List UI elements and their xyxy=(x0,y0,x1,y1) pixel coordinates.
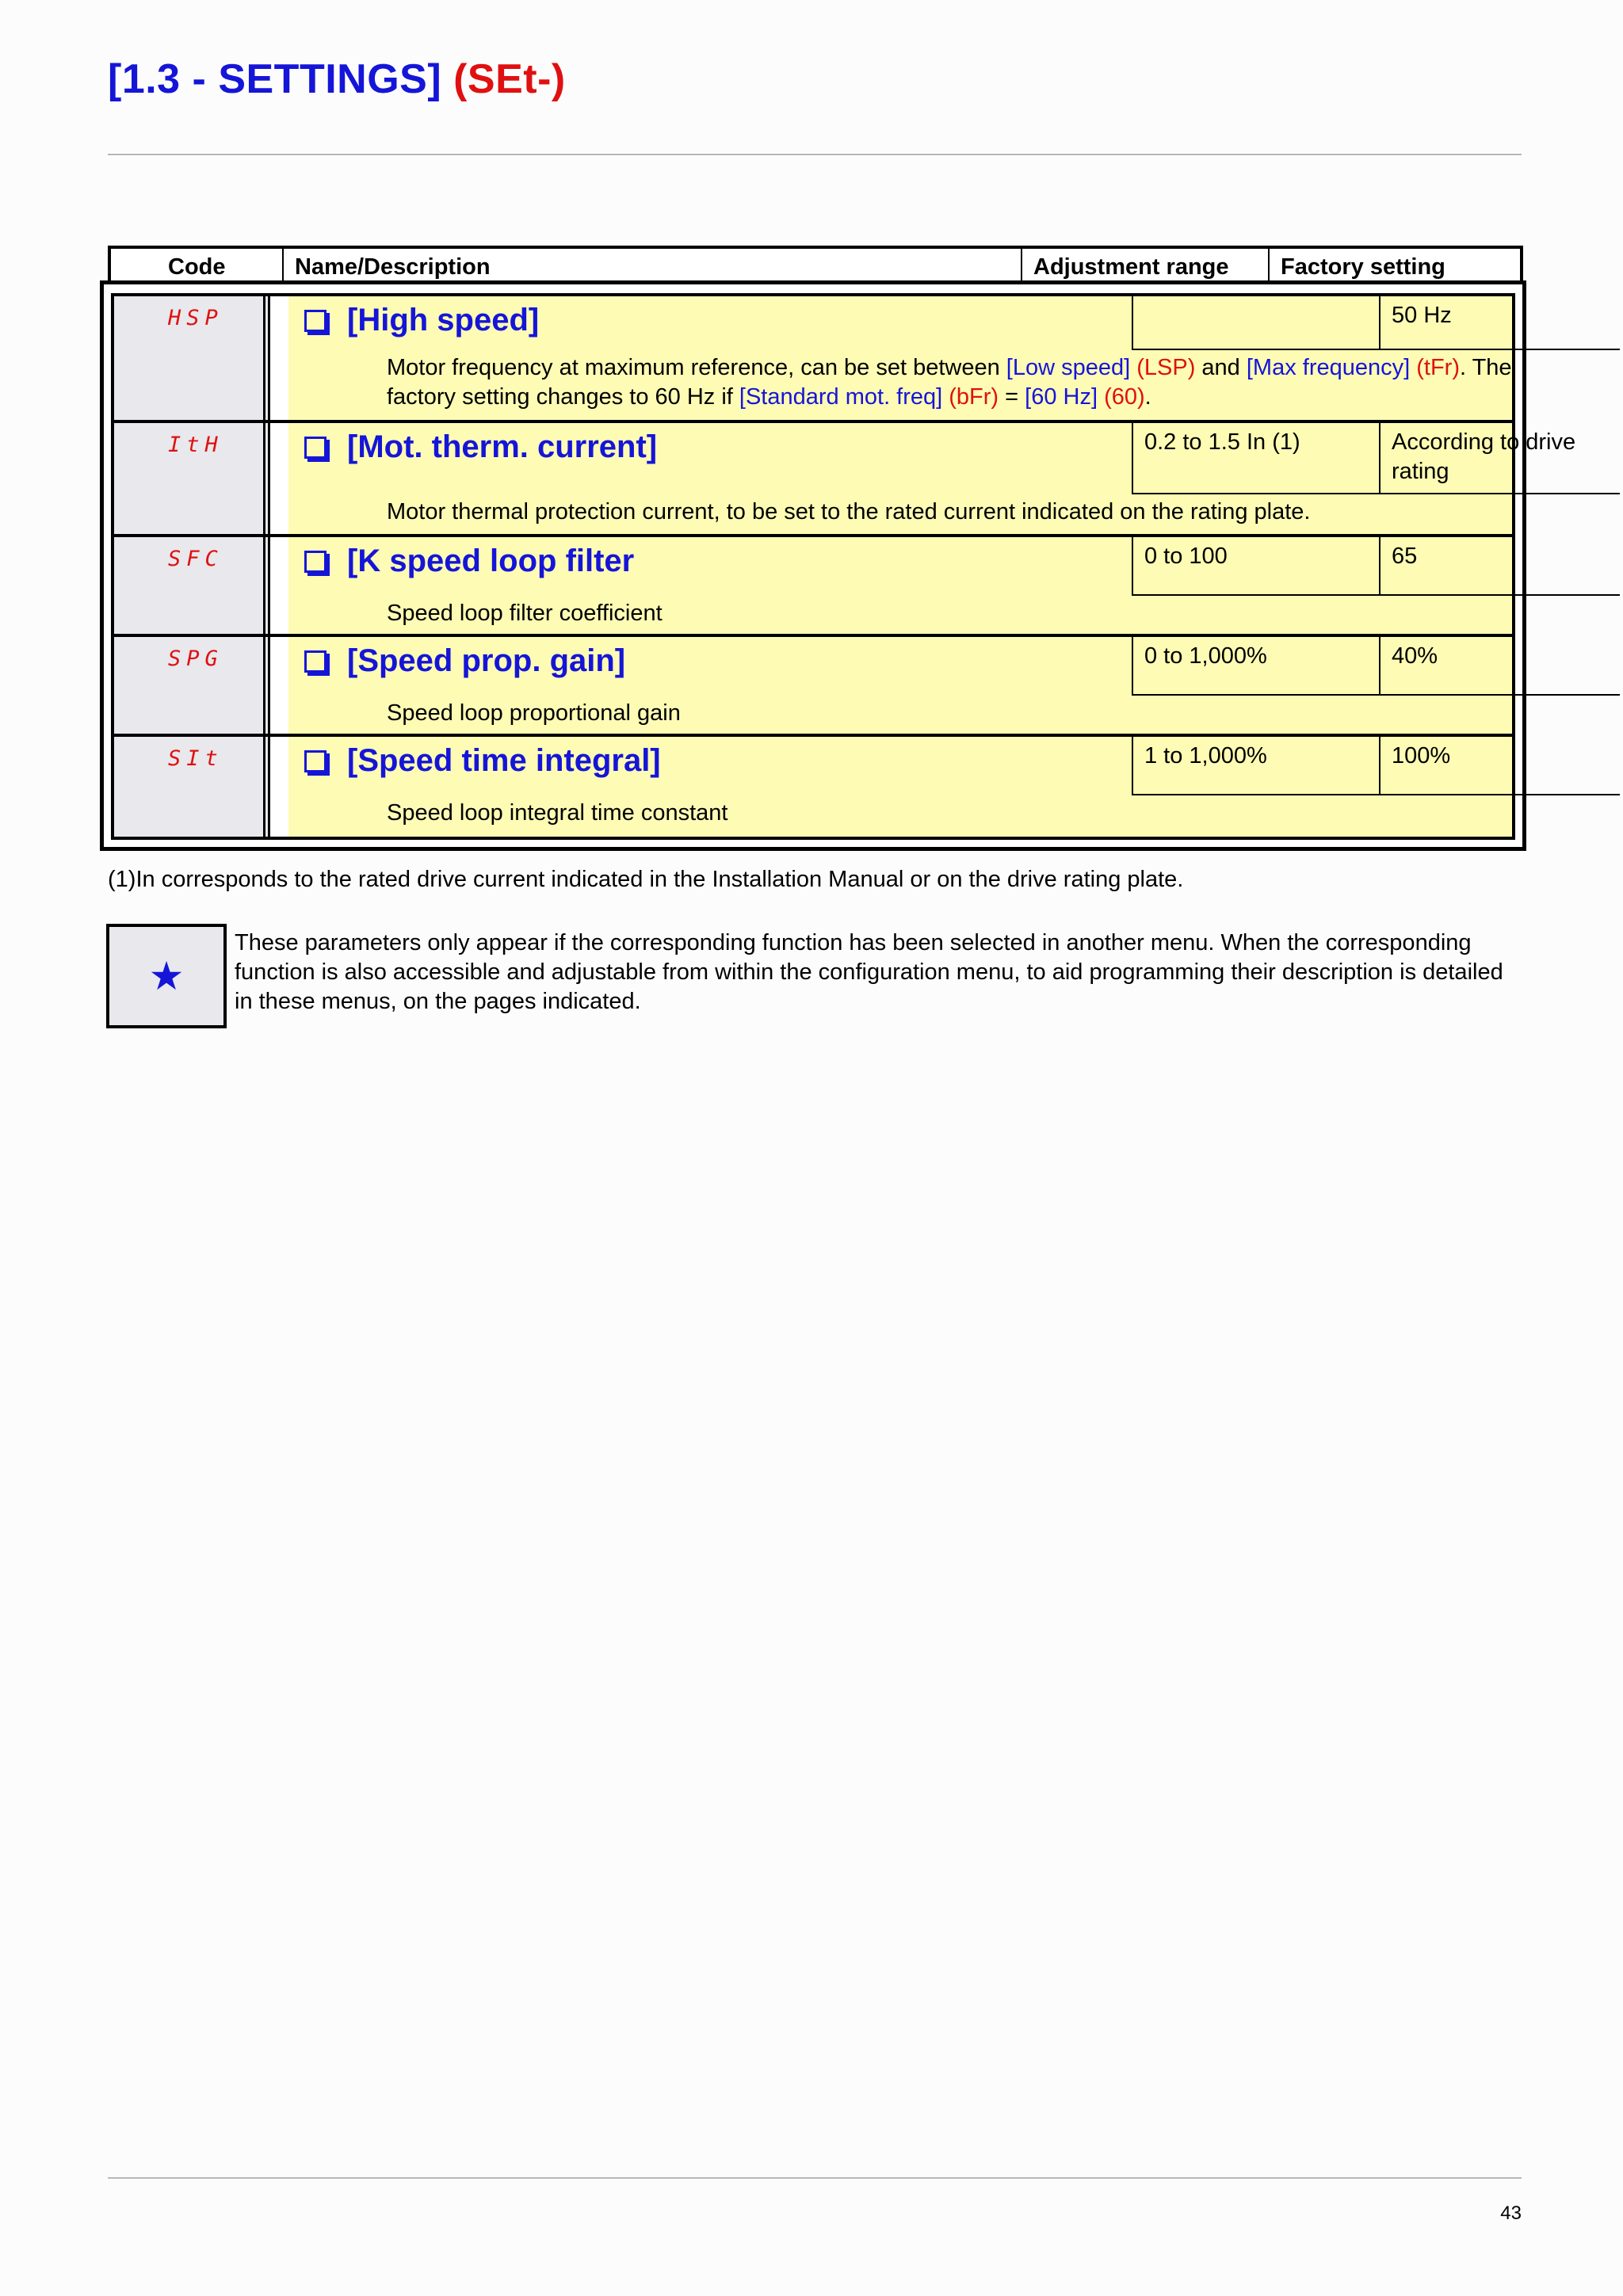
code-cell xyxy=(114,423,270,536)
parameter-description xyxy=(387,353,1512,412)
factory-setting: According to drive rating xyxy=(1379,423,1620,494)
description-segment: [60 Hz] xyxy=(1025,384,1098,410)
description-segment: (60) xyxy=(1098,384,1145,410)
parameter-description xyxy=(387,599,1512,628)
parameter-description xyxy=(387,498,1512,527)
description-cell xyxy=(288,537,1512,635)
table-row xyxy=(114,423,1576,536)
description-segment: [Low speed] xyxy=(1006,355,1131,380)
parameter-name: [High speed] xyxy=(304,303,539,338)
checkbox-icon xyxy=(304,310,327,332)
description-cell xyxy=(288,423,1576,536)
checkbox-icon xyxy=(304,750,327,772)
description-segment: [Max frequency] xyxy=(1246,355,1411,380)
table-row xyxy=(114,737,1512,837)
adjustment-range xyxy=(1132,296,1381,350)
description-segment: (tFr) xyxy=(1410,355,1460,380)
parameter-description xyxy=(387,699,1512,728)
parameter-code: SIt xyxy=(168,746,223,771)
description-segment: . The factory setting changes to 60 Hz if xyxy=(387,355,1512,410)
top-divider xyxy=(108,154,1522,155)
parameter-name: [Speed prop. gain] xyxy=(304,643,625,679)
code-cell xyxy=(114,637,270,735)
description-segment: Motor thermal protection current, to be set to the rated current indicated on the rating plate. xyxy=(387,499,1311,524)
factory-setting: 100% xyxy=(1379,737,1620,795)
checkbox-icon xyxy=(304,437,327,459)
parameter-name: [Mot. therm. current] xyxy=(304,429,657,465)
parameter-name: [K speed loop filter xyxy=(304,543,634,579)
factory-setting: 40% xyxy=(1379,637,1620,696)
adjustment-range: 0.2 to 1.5 In (1) xyxy=(1132,423,1381,494)
star-icon: ★ xyxy=(148,954,185,998)
table-row xyxy=(114,296,1512,421)
description-segment: Speed loop proportional gain xyxy=(387,700,681,726)
code-cell xyxy=(114,737,270,837)
description-segment: (bFr) xyxy=(942,384,999,410)
parameter-name: [Speed time integral] xyxy=(304,743,661,779)
page-title xyxy=(108,55,566,103)
footnote-marker: (1) xyxy=(108,867,136,892)
description-segment: Motor frequency at maximum reference, can be set between xyxy=(387,355,1006,380)
parameter-code: HSP xyxy=(168,306,223,330)
page-title-code: (SEt-) xyxy=(453,56,566,102)
checkbox-icon xyxy=(304,650,327,673)
footnote xyxy=(108,867,1183,893)
adjustment-range: 0 to 1,000% xyxy=(1132,637,1381,696)
table-row xyxy=(114,537,1512,635)
description-segment: Speed loop integral time constant xyxy=(387,800,728,826)
checkbox-icon xyxy=(304,551,327,573)
page-number: 43 xyxy=(1500,2203,1522,2224)
description-segment: and xyxy=(1195,355,1247,380)
note-text: These parameters only appear if the corresponding function has been selected in another menu. When the corresponding function is also accessible and adjustable from within the configuration menu, to aid programming their description is detailed in these menus, on the pages indicated. xyxy=(235,930,1503,1014)
description-segment: (LSP) xyxy=(1130,355,1196,380)
adjustment-range: 0 to 100 xyxy=(1132,537,1381,596)
description-cell xyxy=(288,737,1512,837)
header-code: Code xyxy=(168,254,226,280)
description-segment: [Standard mot. freq] xyxy=(739,384,943,410)
parameter-code: SPG xyxy=(168,646,223,671)
header-range: Adjustment range xyxy=(1033,254,1229,280)
table-header xyxy=(108,246,1523,284)
parameter-description xyxy=(387,799,1512,828)
description-cell xyxy=(288,637,1512,735)
code-cell xyxy=(114,537,270,635)
header-factory: Factory setting xyxy=(1281,254,1445,280)
page-title-main: [1.3 - SETTINGS] xyxy=(108,56,442,102)
footnote-text: In corresponds to the rated drive current indicated in the Installation Manual or on the drive rating plate. xyxy=(136,867,1184,892)
description-segment: Speed loop filter coefficient xyxy=(387,601,663,626)
parameter-code: SFC xyxy=(168,547,223,571)
bottom-divider xyxy=(108,2177,1522,2179)
note-icon-box xyxy=(106,924,227,1028)
code-cell xyxy=(114,296,270,421)
header-name: Name/Description xyxy=(295,254,491,280)
factory-setting: 65 xyxy=(1379,537,1620,596)
description-cell xyxy=(288,296,1512,421)
factory-setting: 50 Hz xyxy=(1379,296,1620,350)
table-row xyxy=(114,637,1512,735)
table-body xyxy=(111,293,1576,840)
adjustment-range: 1 to 1,000% xyxy=(1132,737,1381,795)
description-segment: . xyxy=(1144,384,1151,410)
description-segment: = xyxy=(999,384,1025,410)
parameter-code: ItH xyxy=(168,433,223,457)
